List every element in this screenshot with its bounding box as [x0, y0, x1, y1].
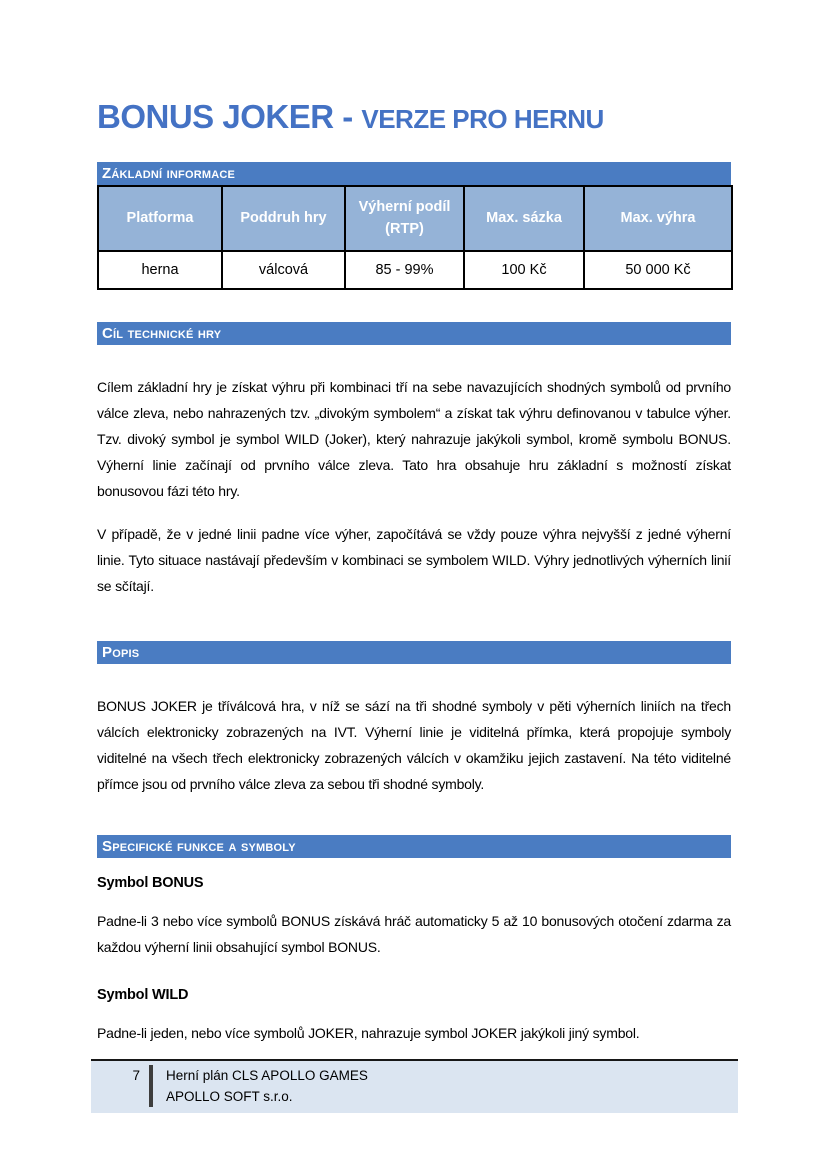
cell-vyherni-podil: 85 - 99%	[345, 251, 464, 289]
section-heading-specific-functions: Specifické funkce a symboly	[97, 835, 731, 858]
column-header-max-vyhra: Max. výhra	[584, 186, 732, 251]
subheading-symbol-bonus: Symbol BONUS	[97, 874, 204, 891]
page-footer	[91, 1059, 738, 1113]
column-header-poddruh-hry: Poddruh hry	[222, 186, 345, 251]
basic-info-table	[97, 185, 733, 290]
footer-text	[166, 1065, 368, 1107]
section-heading-basic-info: Základní informace	[97, 162, 731, 185]
subheading-symbol-wild: Symbol WILD	[97, 986, 189, 1003]
document-content	[97, 0, 731, 1046]
goal-paragraph-1: Cílem základní hry je získat výhru při kombinaci tří na sebe navazujících shodných symbolů od prvního válce zleva, nebo nahrazených tzv. „divokým symbolem“ a získat tak výhru definovanou v tabulce výher. Tzv. divoký symbol je symbol WILD (Joker), který nahrazuje jakýkoli symbol, kromě symbolu BONUS. Výherní linie začínají od prvního válce zleva. Tato hra obsahuje hru základní s možností získat bonusovou fázi této hry.	[97, 378, 731, 499]
page-title	[97, 100, 731, 135]
table-row	[98, 251, 732, 289]
table-header-row	[98, 186, 732, 251]
section-heading-description: Popis	[97, 641, 731, 664]
footer-page-number: 7	[132, 1068, 140, 1083]
section-heading-goal: Cíl technické hry	[97, 322, 731, 345]
cell-platforma: herna	[98, 251, 222, 289]
cell-poddruh-hry: válcová	[222, 251, 345, 289]
symbol-wild-paragraph: Padne-li jeden, nebo více symbolů JOKER, nahrazuje symbol JOKER jakýkoli jiný symbol.	[97, 1024, 640, 1041]
cell-max-vyhra: 50 000 Kč	[584, 251, 732, 289]
footer-separator-bar	[149, 1065, 153, 1107]
symbol-bonus-paragraph: Padne-li 3 nebo více symbolů BONUS získává hráč automaticky 5 až 10 bonusových otočení zdarma za každou výherní linii obsahující symbol BONUS.	[97, 912, 731, 955]
page-title-main: BONUS JOKER -	[97, 98, 362, 135]
footer-line-2: APOLLO SOFT s.r.o.	[166, 1089, 293, 1104]
column-header-max-sazka: Max. sázka	[464, 186, 584, 251]
column-header-platforma: Platforma	[98, 186, 222, 251]
description-paragraph: BONUS JOKER je tříválcová hra, v níž se sází na tři shodné symboly v pěti výherních liniích na třech válcích elektronicky zobrazených na IVT. Výherní linie je viditelná přímka, která propojuje symboly viditelné na všech třech elektronicky zobrazených válcích v okamžiku jejich zastavení. Na této viditelné přímce jsou od prvního válce zleva za sebou tři shodné symboly.	[97, 697, 731, 792]
page-title-subtitle: VERZE PRO HERNU	[361, 104, 604, 134]
column-header-vyherni-podil: Výherní podíl (RTP)	[345, 186, 464, 251]
cell-max-sazka: 100 Kč	[464, 251, 584, 289]
goal-paragraph-2: V případě, že v jedné linii padne více výher, započítává se vždy pouze výhra nejvyšší z jedné výherní linie. Tyto situace nastávají především v kombinaci se symbolem WILD. Výhry jednotlivých výherních linií se sčítají.	[97, 525, 731, 594]
footer-line-1: Herní plán CLS APOLLO GAMES	[166, 1068, 368, 1083]
